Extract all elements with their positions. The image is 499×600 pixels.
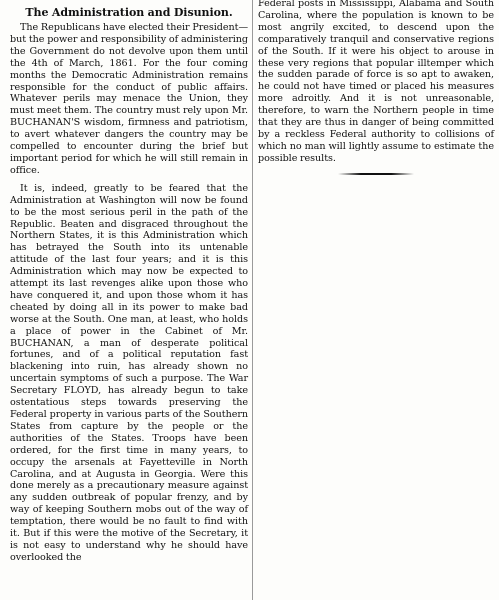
- left-column: [10, 6, 248, 570]
- article-headline: The Administration and Disunion.: [25, 6, 233, 19]
- article-paragraph-2: It is, indeed, greatly to be feared that the Administration at Washington will now be found to be the most serious peril in the path of the Republic. Beaten and disgraced throughout the Northern States, it is this Administration which has betrayed the South into its untenable attitude of the last four years; and it is this Administration which may now be expected to attempt its last revenges alike upon those who have conquered it, and upon those whom it has cheated by doing all in its power to make bad worse at the South. One man, at least, who holds a place of power in the Cabinet of Mr. BUCHANAN, a man of desperate political fortunes, and of a political reputation fast blackening into ruin, has already shown no uncertain symptoms of such a purpose. The War Secretary FLOYD, has already begun to take ostentatious steps towards preserving the Federal property in various parts of the Southern States from capture by the people or the authorities of the States. Troops have been ordered, for the first time in many years, to occupy the arsenals at Fayetteville in North Carolina, and at Augusta in Georgia. Were this done merely as a precautionary measure against any sudden outbreak of popular frenzy, and by way of keeping Southern mobs out of the way of temptation, there would be no fault to find with it. But if this were the motive of the Secretary, it is not easy to understand why he should have overlooked the: [10, 182, 248, 563]
- article-end-rule: [338, 173, 414, 175]
- right-column: [258, 0, 494, 175]
- article-continuation: Federal posts in Mississippi, Alabama and South Carolina, where the population is known to be most angrily excited, to descend upon the comparatively tranquil and conservative regions of the South. If it were his object to arouse in these very regions that popular illtemper which the sudden parade of force is so apt to awaken, he could not have timed or placed his measures more adroitly. And it is not unreasonable, therefore, to warn the Northern people in time that they are thus in danger of being committed by a reckless Federal authority to collisions of which no man will lightly assume to estimate the possible results.: [258, 0, 494, 164]
- article-paragraph-1: The Republicans have elected their President—but the power and responsibility of administering the Government do not devolve upon them until the 4th of March, 1861. For the four coming months the Democratic Administration remains responsible for the conduct of public affairs. Whatever perils may menace the Union, they must meet them. The country must rely upon Mr. BUCHANAN'S wisdom, firmness and patriotism, to avert whatever dangers the country may be compelled to encounter during the brief but important period for which he will still remain in office.: [10, 22, 248, 176]
- column-divider: [252, 0, 253, 600]
